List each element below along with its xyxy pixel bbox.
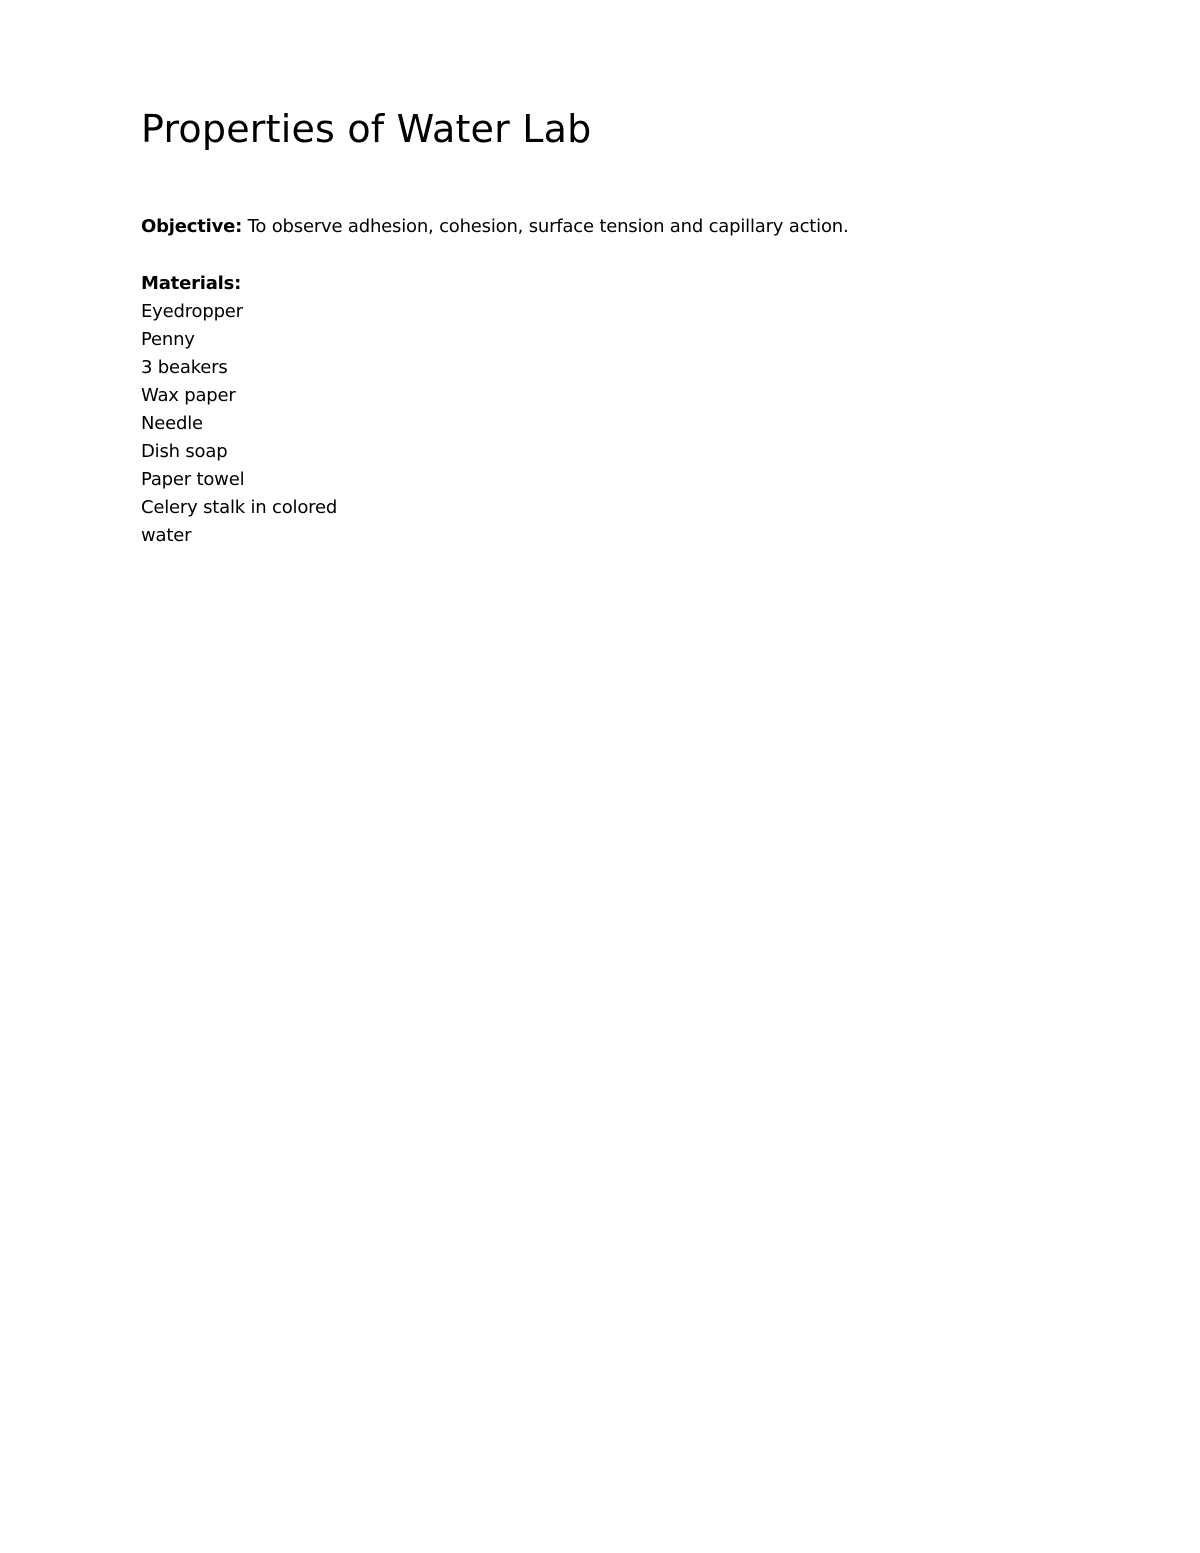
materials-section: [141, 270, 337, 550]
materials-list-item: water: [141, 525, 192, 546]
materials-list-item: Celery stalk in colored: [141, 497, 338, 518]
page-title: Properties of Water Lab: [141, 107, 592, 151]
objective-label: Objective:: [141, 216, 243, 237]
materials-list-item: Dish soap: [141, 441, 228, 462]
materials-list: [141, 298, 337, 550]
objective-text: To observe adhesion, cohesion, surface tension and capillary action.: [242, 216, 849, 237]
materials-list-item: Wax paper: [141, 385, 236, 406]
objective-paragraph: [141, 214, 849, 240]
materials-list-item: 3 beakers: [141, 357, 228, 378]
materials-list-item: Eyedropper: [141, 301, 243, 322]
materials-list-item: Needle: [141, 413, 203, 434]
materials-list-item: Paper towel: [141, 469, 245, 490]
materials-list-item: Penny: [141, 329, 195, 350]
materials-label: Materials:: [141, 273, 242, 294]
